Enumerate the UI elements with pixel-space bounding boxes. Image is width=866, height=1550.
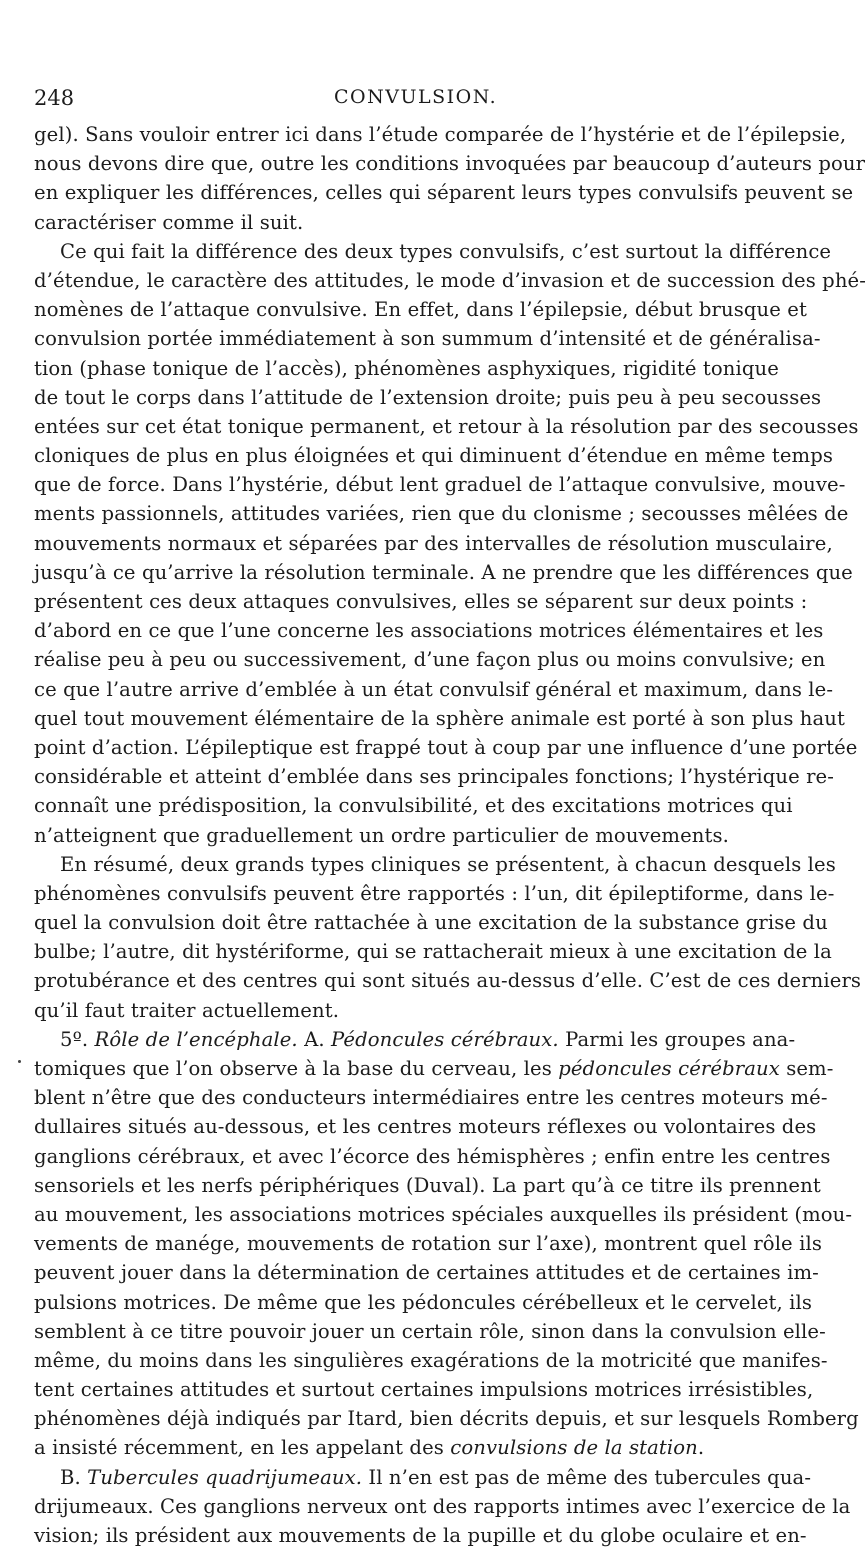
text-run: tomiques que l’on observe à la base du cerveau, les: [34, 1057, 559, 1080]
text-line: phénomènes déjà indiqués par Itard, bien décrits depuis, et sur lesquels Romberg: [34, 1407, 859, 1431]
text-line: de tout le corps dans l’attitude de l’extension droite; puis peu à peu secousses: [34, 385, 822, 409]
text-line: quel tout mouvement élémentaire de la sphère animale est porté à son plus haut: [34, 706, 845, 730]
text-line: jusqu’à ce qu’arrive la résolution terminale. A ne prendre que les différences que: [34, 560, 853, 584]
text-line: entées sur cet état tonique permanent, et retour à la résolution par des secousses: [34, 414, 859, 438]
text-line: mouvements normaux et séparées par des intervalles de résolution musculaire,: [34, 531, 833, 555]
text-line: au mouvement, les associations motrices spéciales auxquelles ils président (mou-: [34, 1202, 853, 1226]
text-line: tion (phase tonique de l’accès), phénomènes asphyxiques, rigidité tonique: [34, 356, 779, 380]
text-line: drijumeaux. Ces ganglions nerveux ont des rapports intimes avec l’exercice de la: [34, 1494, 851, 1518]
text-line: nomènes de l’attaque convulsive. En effet, dans l’épilepsie, début brusque et: [34, 298, 807, 322]
text-line: point d’action. L’épileptique est frappé tout à coup par une influence d’une portée: [34, 735, 858, 759]
text-line: caractériser comme il suit.: [34, 210, 304, 234]
text-run: 5º.: [60, 1027, 95, 1051]
text-line: cloniques de plus en plus éloignées et qui diminuent d’étendue en même temps: [34, 444, 834, 468]
text-run: a insisté récemment, en les appelant des: [34, 1436, 451, 1460]
text-line: tent certaines attitudes et surtout certaines impulsions motrices irrésistibles,: [34, 1378, 814, 1402]
italic-phrase: Pédoncules cérébraux.: [331, 1027, 559, 1051]
italic-phrase: convulsions de la station: [450, 1436, 698, 1460]
text-run: Parmi les groupes ana-: [558, 1027, 796, 1051]
text-line: quel la convulsion doit être rattachée à une excitation de la substance grise du: [34, 911, 828, 935]
text-run: .: [697, 1436, 705, 1460]
text-line: réalise peu à peu ou successivement, d’une façon plus ou moins convulsive; en: [34, 648, 826, 672]
text-line: en expliquer les différences, celles qui séparent leurs types convulsifs peuvent se: [34, 181, 854, 205]
running-head: [34, 86, 764, 120]
text-line: Ce qui fait la différence des deux types convulsifs, c’est surtout la différence: [60, 239, 832, 263]
text-line: considérable et atteint d’emblée dans ses principales fonctions; l’hystérique re-: [34, 765, 834, 789]
italic-phrase: pédoncules cérébraux: [558, 1057, 780, 1080]
text-run: Il n’en est pas de même des tubercules qua-: [362, 1465, 812, 1489]
text-line: d’abord en ce que l’une concerne les associations motrices élémentaires et les: [34, 619, 824, 643]
text-line: ce que l’autre arrive d’emblée à un état convulsif général et maximum, dans le-: [34, 677, 834, 701]
text-line: blent n’être que des conducteurs intermédiaires entre les centres moteurs mé-: [34, 1086, 828, 1110]
text-line: gel). Sans vouloir entrer ici dans l’étude comparée de l’hystérie et de l’épilepsie,: [34, 123, 847, 146]
text-line: convulsion portée immédiatement à son summum d’intensité et de généralisa-: [34, 327, 821, 351]
text-line: protubérance et des centres qui sont situés au-dessus d’elle. C’est de ces derniers: [34, 969, 862, 993]
text-line: que de force. Dans l’hystérie, début lent graduel de l’attaque convulsive, mouve-: [34, 473, 846, 497]
text-line: n’atteignent que graduellement un ordre particulier de mouvements.: [34, 823, 729, 847]
body-text: [34, 120, 866, 1550]
text-line: [34, 1025, 796, 1054]
text-run: sem-: [779, 1057, 834, 1080]
text-line: nous devons dire que, outre les conditions invoquées par beaucoup d’auteurs pour: [34, 152, 866, 176]
text-line: vements de manége, mouvements de rotation sur l’axe), montrent quel rôle ils: [34, 1232, 822, 1256]
text-line: présentent ces deux attaques convulsives, elles se séparent sur deux points :: [34, 590, 808, 613]
page-number: 248: [34, 86, 75, 110]
text-run: A.: [297, 1027, 332, 1051]
book-page: [34, 86, 866, 1550]
text-line: bulbe; l’autre, dit hystériforme, qui se rattacherait mieux à une excitation de la: [34, 940, 832, 964]
text-line: sensoriels et les nerfs périphériques (Duval). La part qu’à ce titre ils prennent: [34, 1173, 821, 1197]
italic-phrase: Rôle de l’encéphale.: [94, 1027, 298, 1051]
text-line: [34, 1054, 834, 1083]
text-line: ments passionnels, attitudes variées, rien que du clonisme ; secousses mêlées de: [34, 502, 849, 526]
text-line: dullaires situés au-dessous, et les centres moteurs réflexes ou volontaires des: [34, 1115, 817, 1139]
text-line: qu’il faut traiter actuellement.: [34, 998, 340, 1022]
text-line: [34, 1463, 812, 1492]
print-speck: [18, 1060, 21, 1063]
text-line: vision; ils président aux mouvements de la pupille et du globe oculaire et en-: [34, 1524, 807, 1547]
text-line: En résumé, deux grands types cliniques se présentent, à chacun desquels les: [60, 852, 836, 876]
text-line: ganglions cérébraux, et avec l’écorce des hémisphères ; enfin entre les centres: [34, 1144, 831, 1168]
italic-phrase: Tubercules quadrijumeaux.: [87, 1465, 363, 1489]
text-line: semblent à ce titre pouvoir jouer un certain rôle, sinon dans la convulsion elle-: [34, 1319, 826, 1343]
text-line: phénomènes convulsifs peuvent être rapportés : l’un, dit épileptiforme, dans le-: [34, 881, 835, 905]
text-line: pulsions motrices. De même que les pédoncules cérébelleux et le cervelet, ils: [34, 1290, 813, 1314]
text-line: [34, 1433, 764, 1462]
text-line: d’étendue, le caractère des attitudes, le mode d’invasion et de succession des phé-: [34, 268, 866, 292]
text-line: peuvent jouer dans la détermination de certaines attitudes et de certaines im-: [34, 1261, 819, 1285]
text-line: connaît une prédisposition, la convulsibilité, et des excitations motrices qui: [34, 794, 793, 818]
text-line: même, du moins dans les singulières exagérations de la motricité que manifes-: [34, 1348, 828, 1372]
text-run: B.: [60, 1465, 88, 1489]
running-title: CONVULSION.: [334, 86, 498, 108]
